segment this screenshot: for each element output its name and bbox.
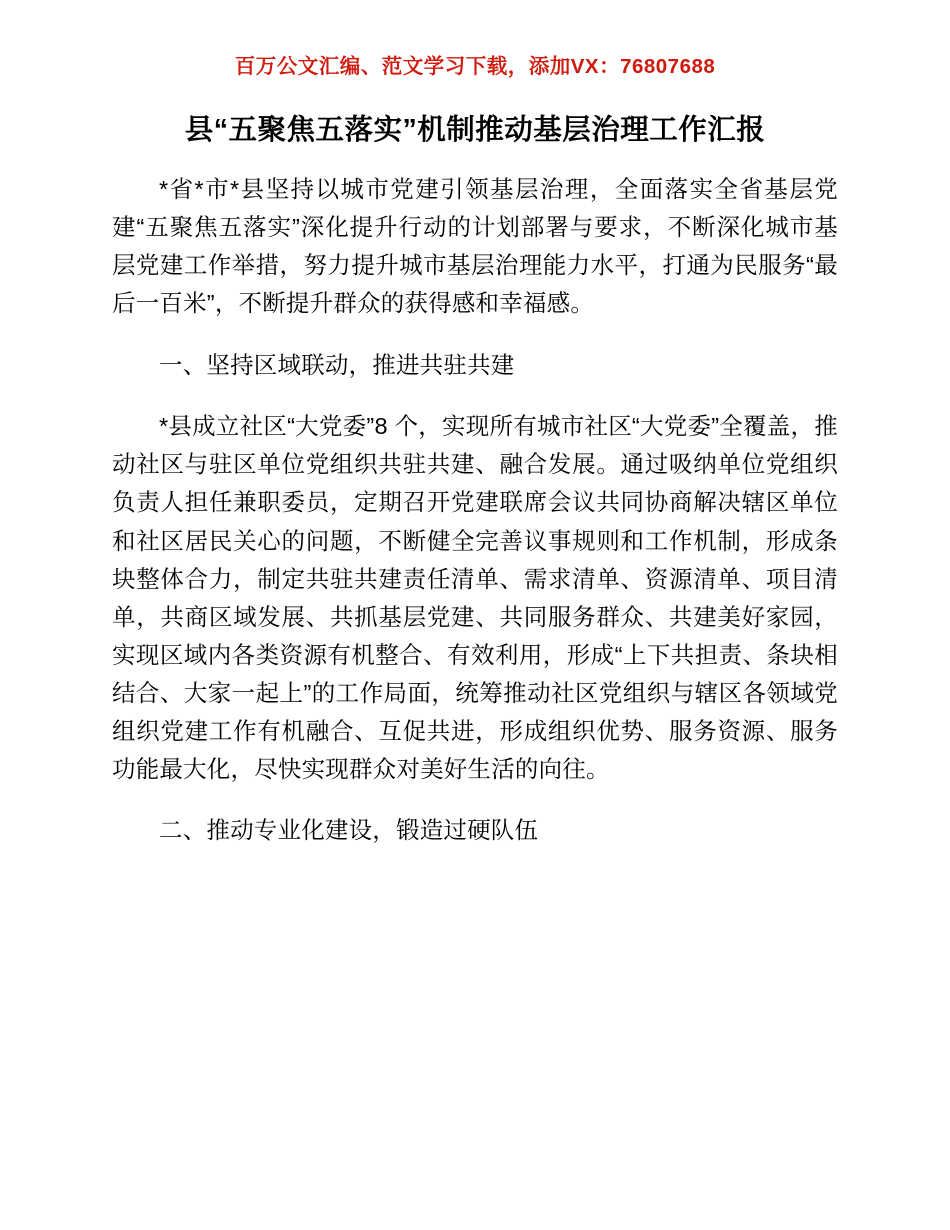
promo-banner: 百万公文汇编、范文学习下载，添加VX：76807688 (234, 55, 716, 78)
page-title: 县“五聚焦五落实”机制推动基层治理工作汇报 (184, 113, 766, 146)
paragraph-section-1-body: *县成立社区“大党委”8 个，实现所有城市社区“大党委”全覆盖，推动社区与驻区单位党组织共驻共建、融合发展。通过吸纳单位党组织负责人担任兼职委员，定期召开党建联席会议共同协商解决辖区单位和社区居民关心的问题，不断健全完善议事规则和工作机制，形成条块整体合力，制定共驻共建责任清单、需求清单、资源清单、项目清单，共商区域发展、共抓基层党建、共同服务群众、共建美好家园，实现区域内各类资源有机整合、有效利用，形成“上下共担责、条块相结合、大家一起上”的工作局面，统筹推动社区党组织与辖区各领域党组织党建工作有机融合、互促共进，形成组织优势、服务资源、服务功能最大化，尽快实现群众对美好生活的向往。 (112, 413, 838, 782)
section-heading-1: 一、坚持区域联动，推进共驻共建 (159, 351, 515, 378)
section-heading-2: 二、推动专业化建设，锻造过硬队伍 (159, 817, 539, 844)
paragraph-intro: *省*市*县坚持以城市党建引领基层治理，全面落实全省基层党建“五聚焦五落实”深化提升行动的计划部署与要求，不断深化城市基层党建工作举措，努力提升城市基层治理能力水平，打通为民服务“最后一百米”，不断提升群众的获得感和幸福感。 (112, 176, 838, 317)
